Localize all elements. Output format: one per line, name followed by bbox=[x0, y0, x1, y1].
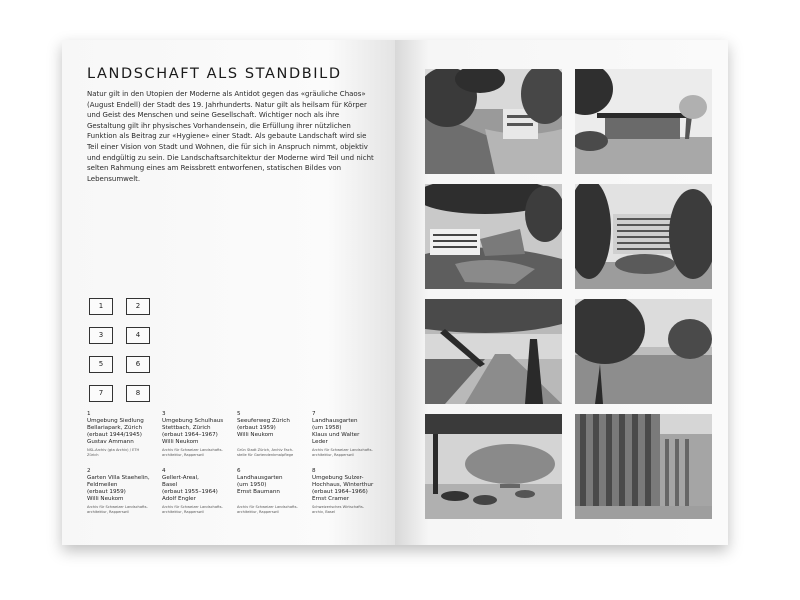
caption-2: 2 Garten Villa Staehelin, Feldmeilen (erbaut 1959) Willi Neukom Archiv für Schweizer Landschafts- architektur, Rapperswil bbox=[87, 468, 150, 515]
index-box-2: 2 bbox=[126, 298, 150, 315]
caption-4: 4 Gellert-Areal, Basel (erbaut 1955–1964) Adolf Engler Archiv für Schweizer Landschafts- architektur, Rapperswil bbox=[162, 468, 223, 515]
caption-6: 6 Landhausgarten (um 1950) Ernst Baumann Archiv für Schweizer Landschafts- architektur, Rapperswil bbox=[237, 468, 298, 514]
photo-1-siedlung-bellariapark bbox=[425, 69, 562, 174]
photo-2-villa-staehelin bbox=[575, 69, 712, 174]
caption-5: 5 Seeuferweg Zürich (erbaut 1959) Willi Neukom Grün Stadt Zürich, Archiv Fach- stelle für Gartendenkmalpflege bbox=[237, 411, 294, 457]
photo-7-landhausgarten-1958 bbox=[425, 414, 562, 519]
photo-5-seeuferweg bbox=[425, 299, 562, 404]
index-box-4: 4 bbox=[126, 327, 150, 344]
magazine-spread bbox=[62, 40, 728, 545]
photo-8-sulzer-hochhaus bbox=[575, 414, 712, 519]
photo-3-schulhaus-stettbach bbox=[425, 184, 562, 289]
index-box-3: 3 bbox=[89, 327, 113, 344]
index-box-8: 8 bbox=[126, 385, 150, 402]
index-box-5: 5 bbox=[89, 356, 113, 373]
caption-7: 7 Landhausgarten (um 1958) Klaus und Walter Leder Archiv für Schweizer Landschafts- architektur, Rapperswil bbox=[312, 411, 373, 458]
body-text: Natur gilt in den Utopien der Moderne als Antidot gegen das «gräuliche Chaos» (August Endell) der Stadt des 19. Jahrhunderts. Natur gilt als heilsam für Körper und Geist des Menschen und seine Gesellschaft. Wichtiger noch als ihre Gestaltung gilt ihr physisches Vorhandensein, die Erfüllung ihrer nützlichen Funktion als Beitrag zur «Hygiene» einer Stadt. Als gebaute Landschaft wird sie Teil einer Vision von Stadt und Wohnen, die für sich in Anspruch nimmt, objektiv und endgültig zu sein. Die Landschaftsarchitektur der Moderne wird Teil und nicht selten Rahmung eines am Reissbrett entworfenen, statischen Bildes von Lebensumwelt. bbox=[87, 90, 374, 183]
left-page bbox=[62, 40, 395, 545]
photo-6-landhausgarten-1950 bbox=[575, 299, 712, 404]
index-box-1: 1 bbox=[89, 298, 113, 315]
index-box-7: 7 bbox=[89, 385, 113, 402]
caption-1: 1 Umgebung Siedlung Bellariapark, Zürich (erbaut 1944/1945) Gustav Ammann NSL-Archiv (gta Archiv) / ETH Zürich bbox=[87, 411, 144, 458]
page-title: LANDSCHAFT ALS STANDBILD bbox=[87, 66, 342, 82]
index-box-6: 6 bbox=[126, 356, 150, 373]
right-page bbox=[395, 40, 728, 545]
caption-8: 8 Umgebung Sulzer- Hochhaus, Winterthur (erbaut 1964–1966) Ernst Cramer Schweizerisches Wirtschafts- archiv, Basel bbox=[312, 468, 374, 515]
photo-4-gellert-areal bbox=[575, 184, 712, 289]
caption-3: 3 Umgebung Schulhaus Stettbach, Zürich (erbaut 1964–1967) Willi Neukom Archiv für Schweizer Landschafts- architektur, Rapperswil bbox=[162, 411, 224, 458]
